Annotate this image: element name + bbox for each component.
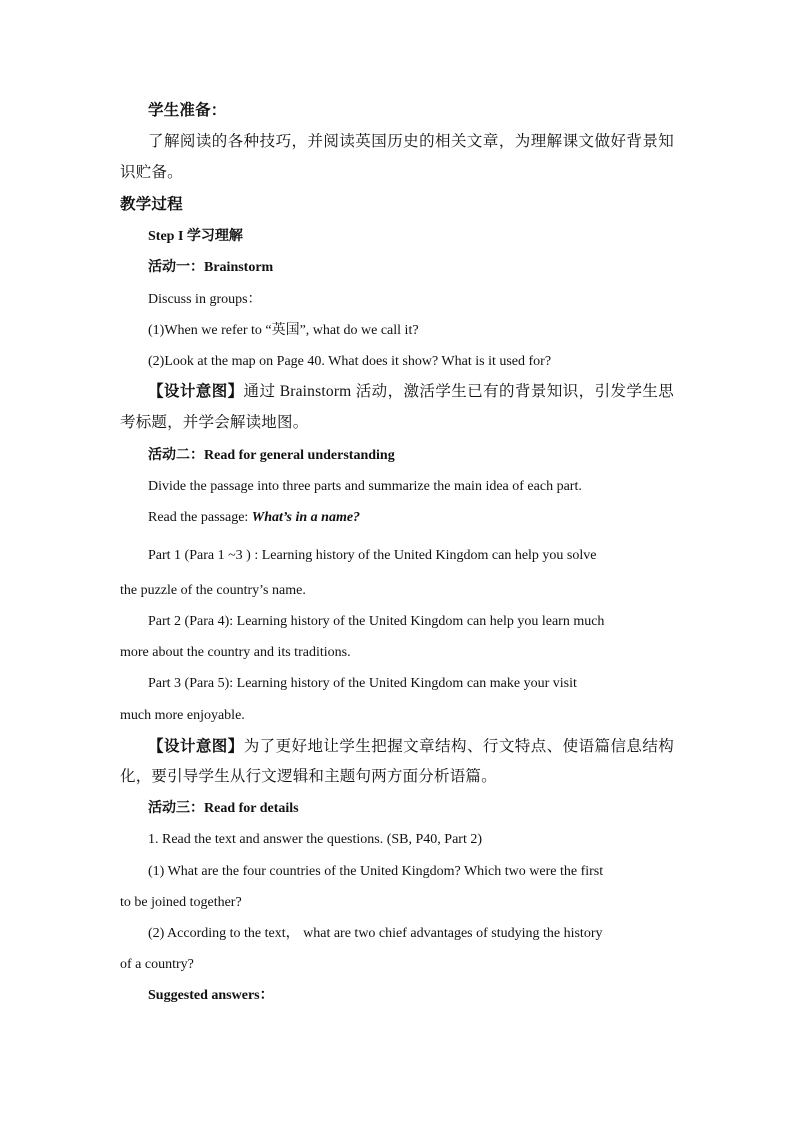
activity1-title: 活动一：Brainstorm [148,260,274,275]
activity3-task1: 1. Read the text and answer the questions. (SB, P40, Part 2) [148,832,483,847]
activity2-intent-text: 为了更好地让学生把握文章结构、行文特点、使语篇信息结构 [243,738,674,755]
activity3-q2-line2: of a country? [120,957,194,972]
activity1-question-1: (1)When we refer to “英国”, what do we call it? [148,323,419,338]
activity3-q1-line1: (1) What are the four countries of the United Kingdom? Which two were the first [148,864,604,879]
part3-line2: much more enjoyable. [120,708,245,723]
activity2-divide: Divide the passage into three parts and summarize the main idea of each part. [148,479,582,494]
activity3-title: 活动三：Read for details [148,801,299,816]
activity1-discuss: Discuss in groups： [148,292,262,307]
activity2-read-prefix: Read the passage: [148,510,252,525]
part2-line2: more about the country and its traditions. [120,645,351,660]
activity2-intent-line2: 化，要引导学生从行文逻辑和主题句两方面分析语篇。 [120,768,497,785]
part1-line1: Part 1 (Para 1 ~3 ) : Learning history of the United Kingdom can help you solve [148,548,597,563]
part3-line1: Part 3 (Para 5): Learning history of the United Kingdom can make your visit [148,676,577,691]
activity1-intent-text: 通过 Brainstorm 活动，激活学生已有的背景知识，引发学生思 [243,383,674,400]
step1-title: Step I 学习理解 [148,229,243,244]
activity2-read-title: What’s in a name? [251,510,361,525]
activity2-title: 活动二：Read for general understanding [148,448,395,463]
activity2-intent-label: 【设计意图】 [148,738,244,755]
activity3-q1-line2: to be joined together? [120,895,242,910]
activity1-intent-line1 [148,382,674,402]
student-prep-text-line2: 识贮备。 [120,164,183,181]
suggested-answers-heading: Suggested answers： [148,988,274,1003]
activity3-q2-line1: (2) According to the text， what are two chief advantages of studying the history [148,926,603,941]
teaching-process-heading: 教学过程 [120,196,183,213]
activity2-intent-line1 [148,737,674,757]
activity1-question-2: (2)Look at the map on Page 40. What does it show? What is it used for? [148,354,552,369]
part2-line1: Part 2 (Para 4): Learning history of the United Kingdom can help you learn much [148,614,605,629]
part1-line2: the puzzle of the country’s name. [120,583,306,598]
activity2-read-passage [148,508,674,528]
student-prep-heading: 学生准备： [148,102,227,119]
student-prep-text-line1: 了解阅读的各种技巧，并阅读英国历史的相关文章，为理解课文做好背景知 [148,133,674,150]
activity1-intent-line2: 考标题，并学会解读地图。 [120,414,309,431]
activity1-intent-label: 【设计意图】 [148,383,244,400]
